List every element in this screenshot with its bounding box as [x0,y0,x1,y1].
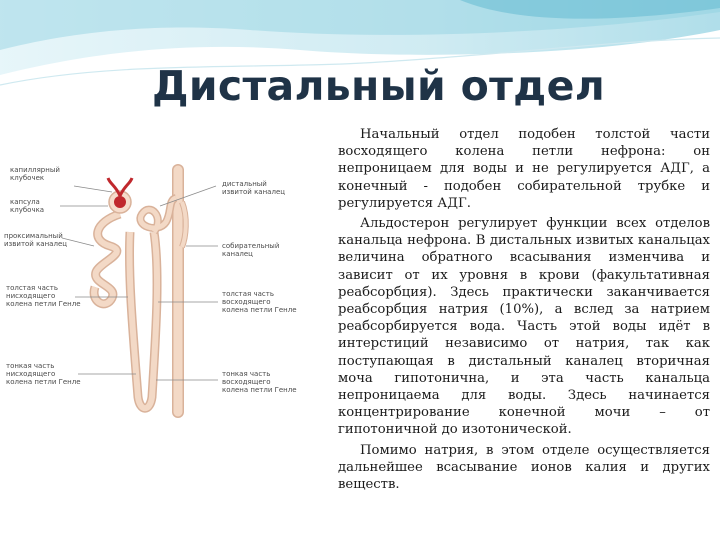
paragraph: Альдостерон регулирует функции всех отделов канальца нефрона. В дистальных извитых канальцах величина обратного всасывания изменчива и зависит от их уровня в крови (факультативная реабсорбция). Здесь практически заканчивается реабсорбция натрия (10%), а вслед за натрием реабсорбируется вода. Часть этой воды идёт в интерстиций независимо от натрия, так как поступающая в дистальный каналец вторичная моча гипотонична, и эта часть канальца непроницаема для воды. Здесь начинается концентрирование конечной мочи – от гипотоничной до изотонической. [338,216,710,438]
nephron-diagram [0,162,330,422]
label-capsule: капсула клубочка [10,198,45,214]
page-title: Дистальный отдел [152,62,606,110]
label-glomerulus: капиллярный клубочек [10,166,60,182]
glomerulus [114,196,126,208]
label-thin-ascending: тонкая часть восходящего колена петли Генле [222,370,297,394]
body-text [338,126,710,496]
label-thin-descending: тонкая часть нисходящего колена петли Генле [6,362,81,386]
label-distal-tubule: дистальный извитой каналец [222,180,286,196]
label-collecting-duct: собирательный каналец [222,242,280,258]
paragraph: Начальный отдел подобен толстой части восходящего колена петли нефрона: он непроницаем для воды и не регулируется АДГ, а конечный - подобен собирательной трубке и регулируется АДГ. [338,127,710,211]
label-proximal-tubule: проксимальный извитой каналец [4,232,68,248]
paragraph: Помимо натрия, в этом отделе осуществляется дальнейшее всасывание ионов калия и других веществ. [338,442,710,493]
label-thick-descending: толстая часть нисходящего колена петли Генле [6,284,81,308]
label-thick-ascending: толстая часть восходящего колена петли Генле [222,290,297,314]
